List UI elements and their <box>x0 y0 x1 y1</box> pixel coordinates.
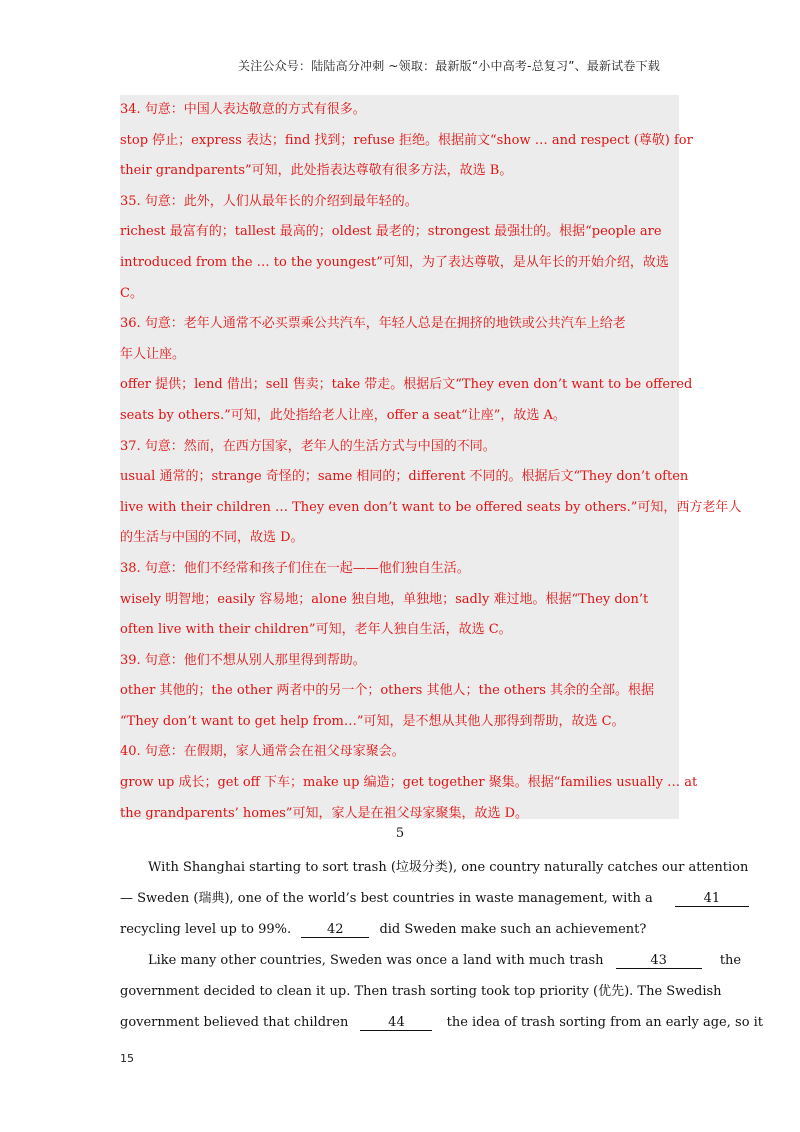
answer-line: 36. 句意：老年人通常不必买票乘公共汽车，年轻人总是在拥挤的地铁或公共汽车上给老 <box>120 316 626 332</box>
answer-line: grow up 成长；get off 下车；make up 编造；get together 聚集。根据“families usually … at <box>120 775 698 791</box>
blank-43[interactable]: 43 <box>616 953 702 969</box>
answer-line: richest 最富有的；tallest 最高的；oldest 最老的；strongest 最强壮的。根据“people are <box>120 224 662 240</box>
answer-line: “They don’t want to get help from…”可知，是不想从其他人那得到帮助，故选 C。 <box>120 713 625 729</box>
answer-explanations <box>120 95 742 821</box>
passage-text: government believed that children <box>120 1015 349 1030</box>
answer-line: 的生活与中国的不同，故选 D。 <box>120 530 304 546</box>
passage-text: the idea of trash sorting from an early age, so it <box>446 1015 764 1030</box>
answer-line: introduced from the … to the youngest”可知，为了表达尊敬，是从年长的开始介绍，故选 <box>120 254 669 270</box>
passage-text: did Sweden make such an achievement? <box>379 922 647 937</box>
passage-line <box>120 1007 764 1038</box>
blank-41[interactable]: 41 <box>675 891 749 907</box>
answer-line: 35. 句意：此外，人们从最年长的介绍到最年轻的。 <box>120 193 418 209</box>
passage-text: the <box>719 953 742 968</box>
passage-line <box>120 945 742 976</box>
answer-line: 年人让座。 <box>120 346 186 362</box>
passage-line <box>120 852 749 883</box>
answer-line: C。 <box>120 285 143 301</box>
answer-line: other 其他的；the other 两者中的另一个；others 其他人；the others 其余的全部。根据 <box>120 683 655 699</box>
page-number: 15 <box>120 1052 134 1065</box>
answer-line: offer 提供；lend 借出；sell 售卖；take 带走。根据后文“They even don’t want to be offered <box>120 377 693 393</box>
passage-text: — Sweden (瑞典), one of the world’s best countries in waste management, with a <box>120 891 653 906</box>
answer-line: stop 停止；express 表达；find 找到；refuse 拒绝。根据前文“show … and respect (尊敬) for <box>120 132 693 148</box>
passage-line <box>120 883 721 914</box>
passage-text: Like many other countries, Sweden was once a land with much trash <box>148 953 604 968</box>
answer-line: the grandparents’ homes”可知，家人是在祖父母家聚集，故选 D。 <box>120 805 529 821</box>
reading-passage <box>120 852 764 1038</box>
answer-line: live with their children … They even don’t want to be offered seats by others.”可知，西方老年人 <box>120 499 742 515</box>
answer-line: seats by others.”可知，此处指给老人让座，offer a seat“让座”，故选 A。 <box>120 407 566 423</box>
answer-line: 40. 句意：在假期，家人通常会在祖父母家聚会。 <box>120 744 405 760</box>
blank-42[interactable]: 42 <box>301 922 369 938</box>
passage-line <box>120 914 680 945</box>
answer-line: their grandparents”可知，此处指表达尊敬有很多方法，故选 B。 <box>120 163 513 179</box>
answer-line: 39. 句意：他们不想从别人那里得到帮助。 <box>120 652 366 668</box>
answer-line: usual 通常的；strange 奇怪的；same 相同的；different 不同的。根据后文“They don’t often <box>120 469 689 485</box>
passage-text: With Shanghai starting to sort trash (垃圾分类), one country naturally catches our attention <box>148 860 749 875</box>
section-number: 5 <box>395 826 405 841</box>
answer-line: wisely 明智地；easily 容易地；alone 独自地，单独地；sadly 难过地。根据“They don’t <box>120 591 649 607</box>
answer-line: often live with their children”可知，老年人独自生活，故选 C。 <box>120 622 512 638</box>
passage-text: government decided to clean it up. Then trash sorting took top priority (优先). The Swedish <box>120 984 722 999</box>
answer-line: 34. 句意：中国人表达敬意的方式有很多。 <box>120 102 366 117</box>
answer-line: 38. 句意：他们不经常和孩子们住在一起——他们独自生活。 <box>120 560 470 576</box>
answer-line: 37. 句意：然而，在西方国家，老年人的生活方式与中国的不同。 <box>120 438 496 454</box>
passage-line <box>120 976 722 1007</box>
passage-text: recycling level up to 99%. <box>120 922 292 937</box>
page-header: 关注公众号：陆陆高分冲刺 ~领取：最新版“小中高考-总复习”、最新试卷下载 <box>238 59 661 73</box>
blank-44[interactable]: 44 <box>360 1015 432 1031</box>
